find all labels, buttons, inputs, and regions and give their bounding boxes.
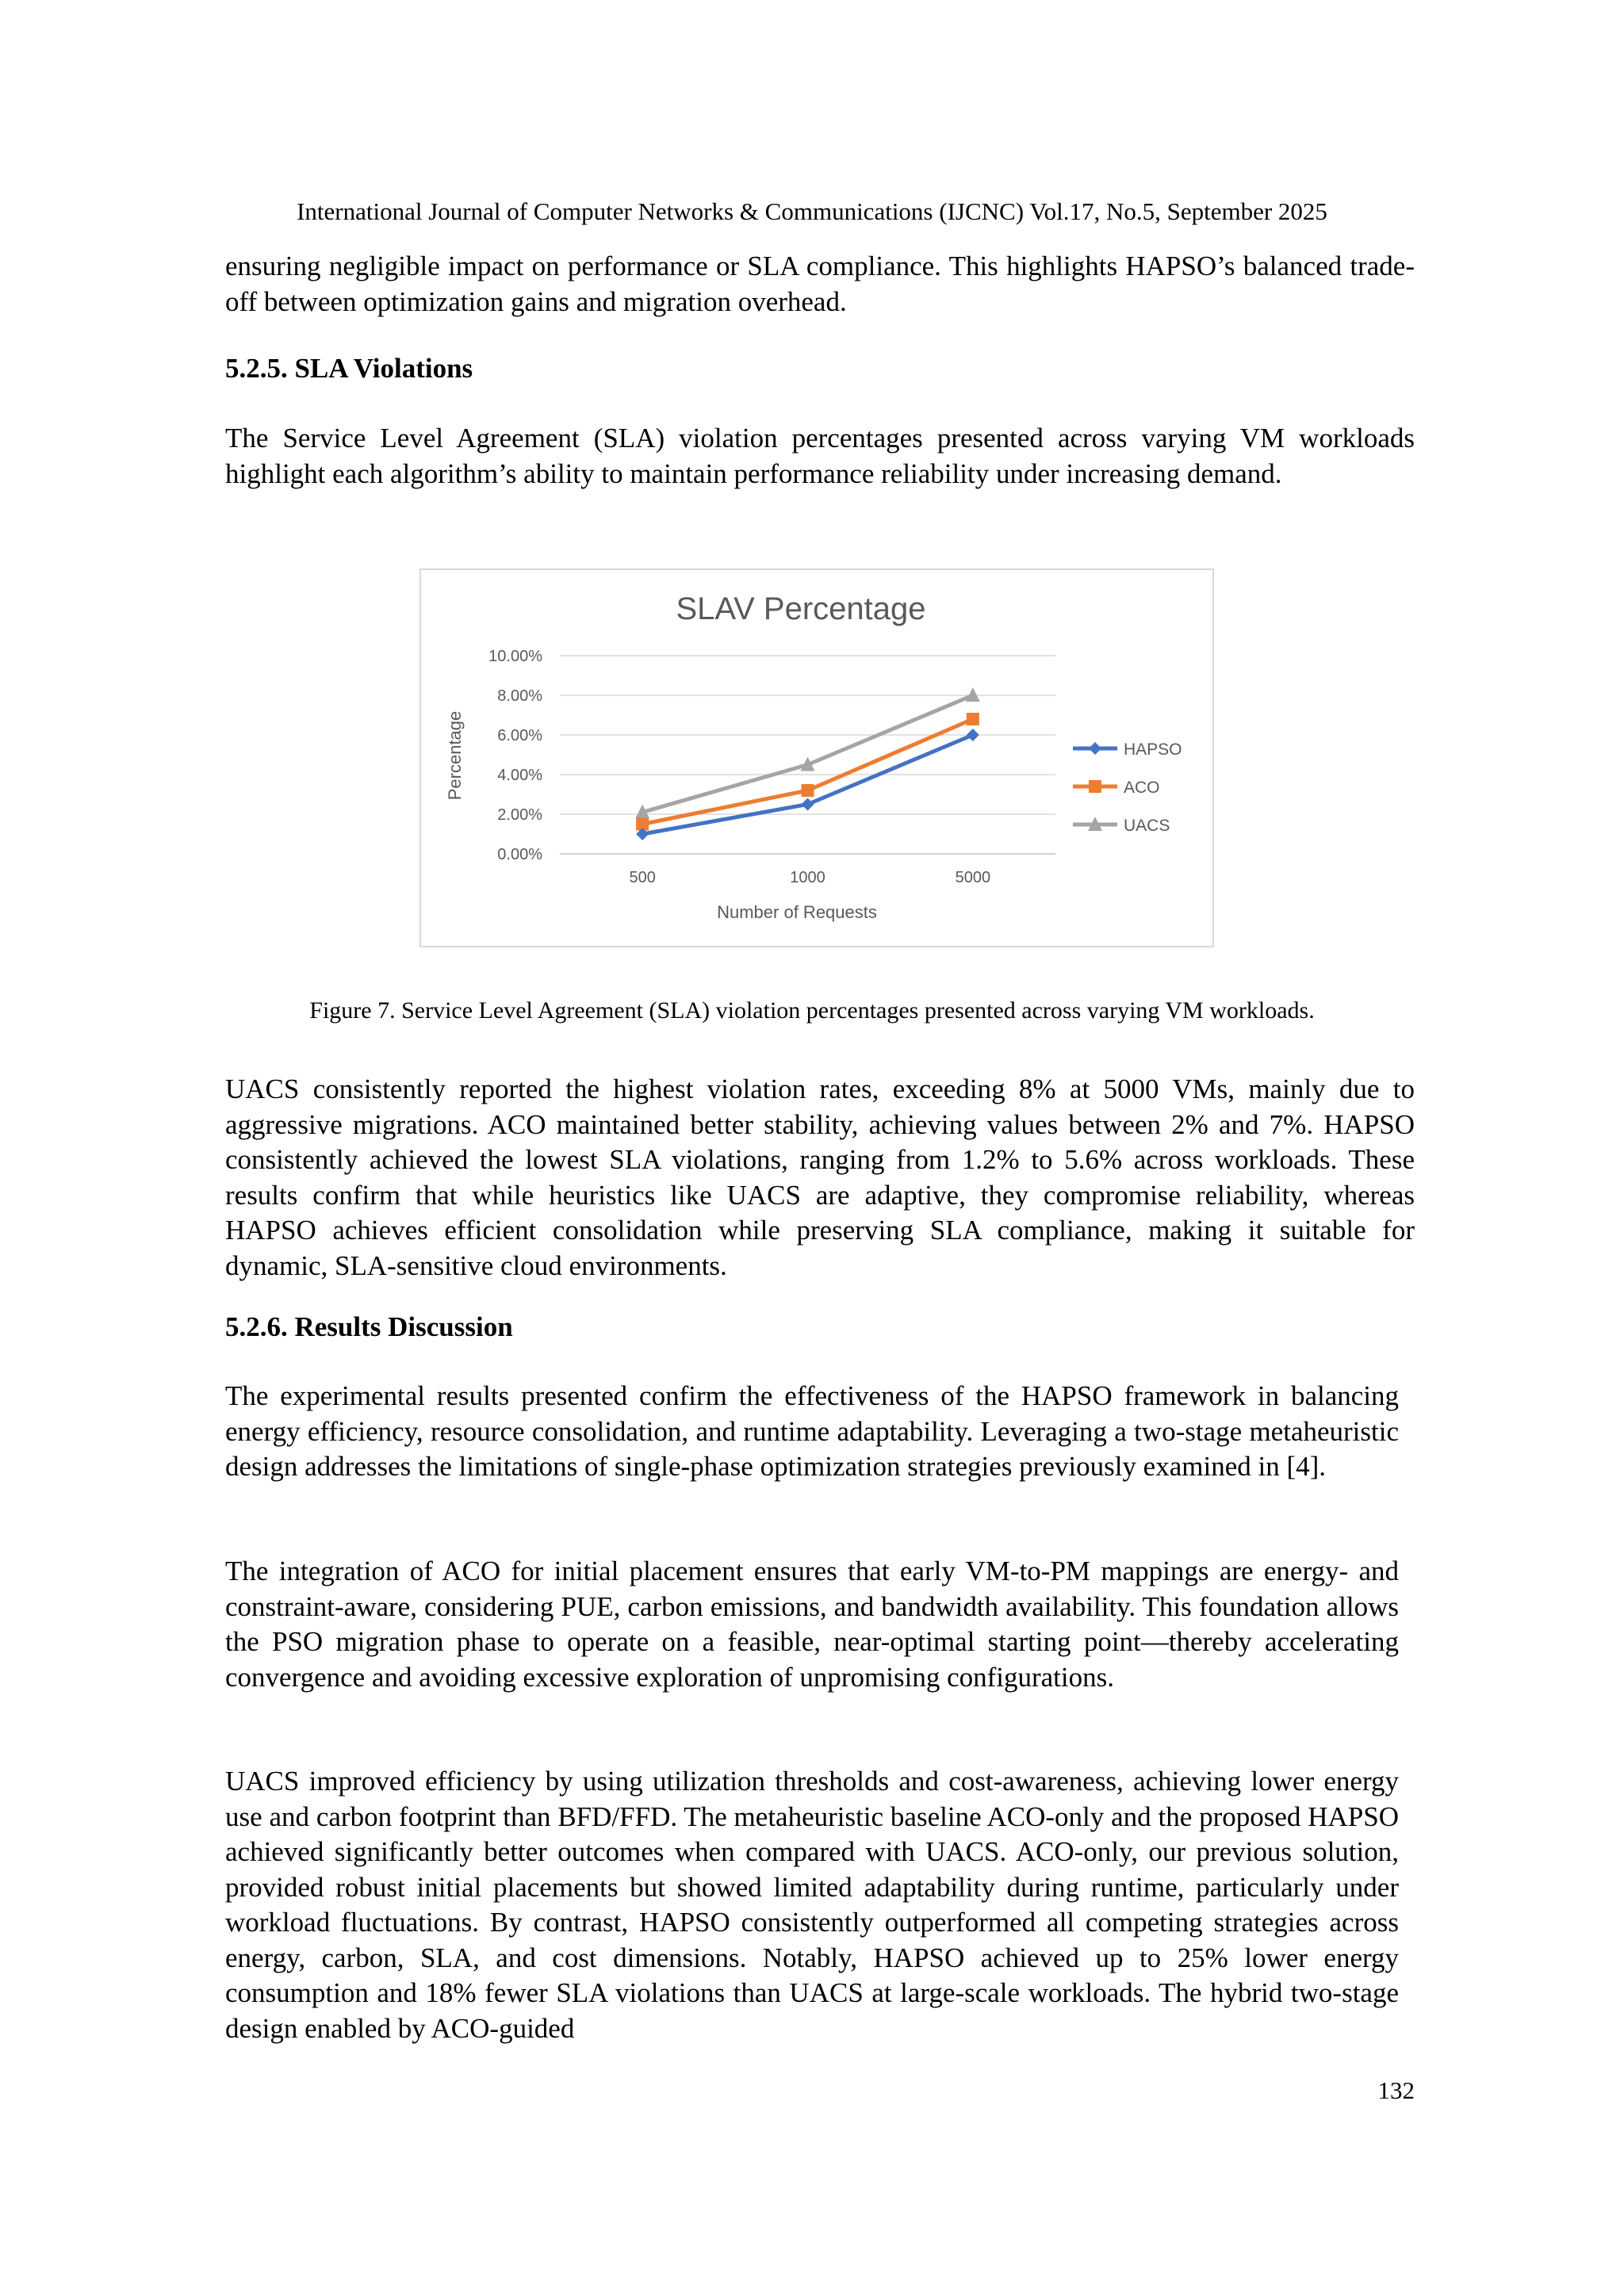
legend-marker [1089,780,1101,793]
x-tick-label: 5000 [955,869,991,886]
chart-y-ticks [488,648,542,863]
legend-item [1073,817,1170,835]
y-tick-label: 2.00% [497,806,542,824]
data-point [967,729,979,741]
results-paragraph-3-text: UACS improved efficiency by using utilization thresholds and cost-awareness, achieving lower energy use and carbon footprint than BFD/FFD. The metaheuristic baseline ACO-only and the proposed HAPSO achieved significantly better outcomes when compared with UACS. ACO-only, our previous solution, provided robust initial placements but showed limited adaptability during runtime, particularly under workload fluctuations. By contrast, HAPSO consistently outperformed all competing strategies across energy, carbon, SLA, and cost dimensions. Notably, HAPSO achieved up to 25% lower energy consumption and 18% fewer SLA violations than UACS at large-scale workloads. The hybrid two-stage design enabled by ACO-guided [225,1766,1399,2044]
x-tick-label: 500 [629,869,656,886]
chart-title: SLAV Percentage [676,591,926,626]
legend-marker [1089,742,1101,755]
sla-paragraph [225,421,1415,492]
sla-paragraph-text: The Service Level Agreement (SLA) violation percentages presented across varying VM workloads highlight each algorithm’s ability to maintain performance reliability under increasing demand. [225,423,1415,489]
chart-x-ticks [629,869,990,886]
section-heading-results: 5.2.6. Results Discussion [225,1311,513,1342]
legend-item [1073,740,1182,759]
page-number: 132 [1377,2076,1415,2104]
results-paragraph-3 [225,1764,1399,2046]
figure-caption: Figure 7. Service Level Agreement (SLA) violation percentages presented across varying VM workloads. [309,997,1315,1024]
data-point [802,798,814,811]
slav-chart [419,568,1214,947]
legend-label: UACS [1124,817,1170,835]
chart-gridlines [560,656,1055,854]
y-tick-label: 4.00% [497,767,542,784]
section-heading-sla: 5.2.5. SLA Violations [225,353,473,384]
results-paragraph-1 [225,1379,1399,1485]
data-point [967,713,979,725]
y-tick-label: 8.00% [497,687,542,705]
x-tick-label: 1000 [790,869,825,886]
data-point [966,687,980,702]
legend-label: ACO [1124,779,1160,797]
results-paragraph-2 [225,1554,1399,1695]
results-paragraph-2-text: The integration of ACO for initial placement ensures that early VM-to-PM mappings are energy- and constraint-aware, considering PUE, carbon emissions, and bandwidth availability. This foundation allows the PSO migration phase to operate on a feasible, near-optimal starting point—thereby accelerating convergence and avoiding excessive exploration of unpromising configurations. [225,1556,1399,1693]
intro-paragraph [225,249,1415,320]
slav-chart-svg [421,570,1212,946]
data-point [802,784,814,797]
analysis-paragraph-text: UACS consistently reported the highest violation rates, exceeding 8% at 5000 VMs, mainly due to aggressive migrations. ACO maintained better stability, achieving values between 2% and 7%. HAPSO consistently achieved the lowest SLA violations, ranging from 1.2% to 5.6% across workloads. These results confirm that while heuristics like UACS are adaptive, they compromise reliability, whereas HAPSO achieves efficient consolidation while preserving SLA compliance, making it suitable for dynamic, SLA-sensitive cloud environments. [225,1073,1415,1281]
results-paragraph-1-text: The experimental results presented confirm the effectiveness of the HAPSO framework in balancing energy efficiency, resource consolidation, and runtime adaptability. Leveraging a two-stage metaheuristic design addresses the limitations of single-phase optimization strategies previously examined in [4]. [225,1380,1399,1482]
legend-item [1073,779,1160,797]
legend-label: HAPSO [1124,740,1182,759]
y-tick-label: 10.00% [488,648,542,665]
series-aco [636,713,979,831]
chart-legend [1073,740,1182,835]
y-axis-label: Percentage [445,710,465,801]
analysis-paragraph [225,1072,1415,1284]
y-tick-label: 0.00% [497,846,542,863]
x-axis-label: Number of Requests [717,902,877,922]
intro-paragraph-text: ensuring negligible impact on performance or SLA compliance. This highlights HAPSO’s balanced trade-off between optimization gains and migration overhead. [225,251,1415,317]
y-tick-label: 6.00% [497,727,542,744]
journal-header: International Journal of Computer Networks & Communications (IJCNC) Vol.17, No.5, September 2025 [297,197,1327,225]
chart-series [635,687,980,840]
